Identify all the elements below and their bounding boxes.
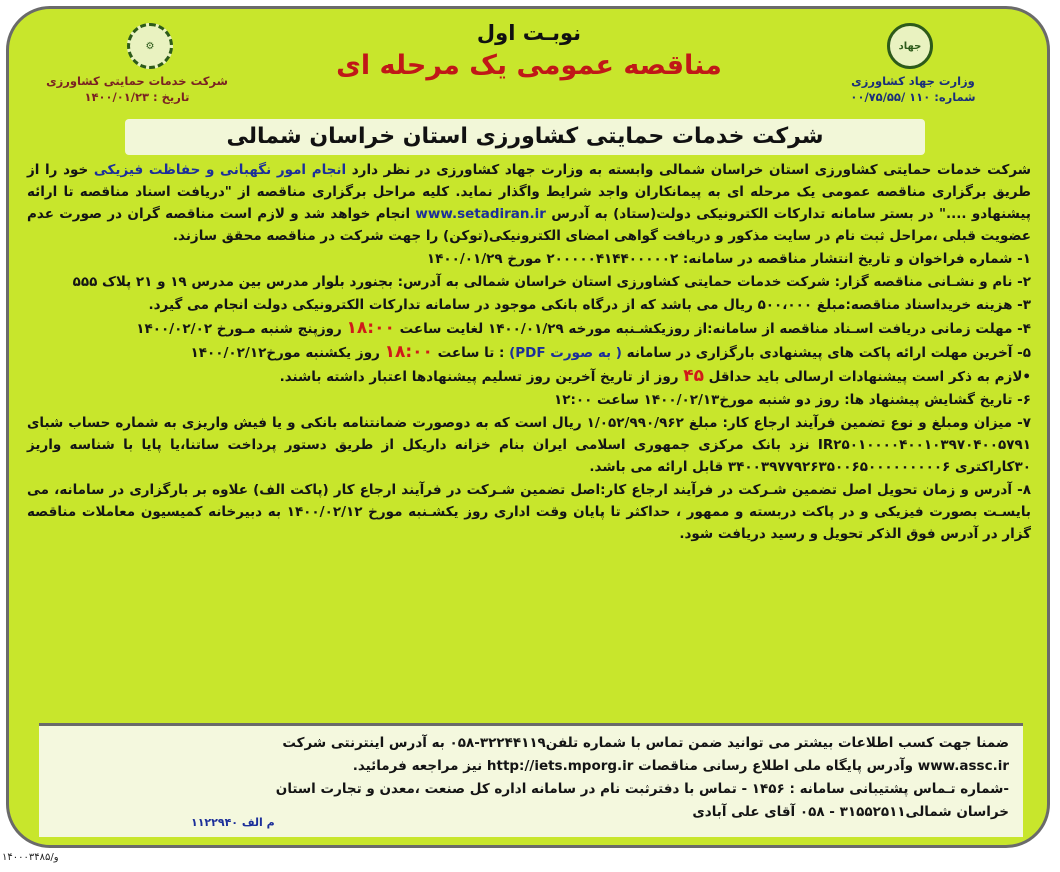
item-1: ۱- شماره فراخوان و تاریخ انتشار مناقصه در سامانه: ۲۰۰۰۰۰۴۱۴۴۰۰۰۰۰۲ مورخ ۱۴۰۰/۰۱/۲۹ bbox=[426, 251, 1031, 267]
ministry-info bbox=[803, 73, 1023, 105]
notice-body bbox=[27, 159, 1031, 546]
company-logo-icon: ⚙ bbox=[127, 23, 173, 69]
title-block bbox=[309, 19, 749, 85]
item-2: ۲- نام و نشـانی مناقصه گزار: شرکت خدمات حمایتی کشاورزی استان خراسان شمالی به آدرس: بجنورد بلوار مدرس بین مدرس ۱۹ و ۲۱ پلاک ۵۵۵ bbox=[72, 274, 1031, 290]
subject-highlight: انجام امور نگهبانی و حفاظت فیزیکی bbox=[93, 162, 347, 178]
item-6: ۶- تاریخ گشایش پیشنهاد ها: روز دو شنبه مورخ۱۴۰۰/۰۲/۱۳ ساعت ۱۲:۰۰ bbox=[553, 392, 1031, 408]
ad-code: م الف ۱۱۲۲۹۴۰ bbox=[191, 816, 275, 829]
footer-line-2: www.assc.ir وآدرس پایگاه ملی اطلاع رسانی مناقصات http://iets.mporg.ir نیز مراجعه فرمائید. bbox=[352, 758, 1009, 774]
item-3: ۳- هزینه خریداسناد مناقصه:مبلغ ۵۰۰،۰۰۰ ریال می باشد که از درگاه بانکی موجود در سامانه تدارکات الکترونیکی دولت انجام می گیرد. bbox=[148, 297, 1031, 313]
advertisement-frame bbox=[6, 6, 1050, 848]
company-info bbox=[27, 73, 247, 105]
letter-number: شماره: ۱۱۰ /۰۰/۷۵/۵۵ bbox=[850, 90, 976, 104]
setad-link[interactable]: www.setadiran.ir bbox=[415, 206, 546, 222]
footer-line-4: خراسان شمالی۳۱۵۵۲۵۱۱ - ۰۵۸ آقای علی آبادی bbox=[692, 804, 1009, 820]
contact-footer bbox=[39, 723, 1023, 837]
item-7: ۷- میزان ومبلغ و نوع تضمین فرآیند ارجاع کار: مبلغ ۱/۰۵۲/۹۹۰/۹۶۲ ریال است که به دوصورت ضمانتنامه بانکی و یا فیش واریزی به شماره حساب شبای IR۲۵۰۱۰۰۰۰۴۰۰۱۰۳۹۷۰۴۰۰۵۷۹۱ نزد بانک مرکزی جمهوری اسلامی ایران بنام خزانه داریکل از طریق دستور پرداخت ساتنا،یا پایا با شناسه واریز ۳۰کاراکتری ۳۴۰۰۳۹۷۷۹۲۶۳۵۰۰۶۵۰۰۰۰۰۰۰۰۰۶ قابل ارائه می باشد. bbox=[27, 415, 1031, 475]
stamp-id: ۱۴۰۰۰۳۴۸۵/و bbox=[2, 852, 59, 863]
item-5-note: •لازم به ذکر است پیشنهادات ارسالی باید حداقل ۴۵ روز از تاریخ آخرین روز تسلیم پیشنهادها اعتبار داشته باشند. bbox=[279, 366, 1031, 386]
submission-time: ۱۸:۰۰ bbox=[384, 342, 433, 362]
validity-days: ۴۵ bbox=[683, 366, 704, 386]
round-label: نوبـت اول bbox=[476, 21, 582, 45]
header bbox=[9, 9, 1050, 121]
company-name: شرکت خدمات حمایتی کشاورزی bbox=[46, 74, 228, 88]
ministry-logo-icon: جهاد bbox=[887, 23, 933, 69]
deadline-time: ۱۸:۰۰ bbox=[346, 318, 395, 338]
company-title: شرکت خدمات حمایتی کشاورزی استان خراسان شمالی bbox=[125, 119, 925, 155]
intro-paragraph: شرکت خدمات حمایتی کشاورزی استان خراسان شمالی وابسته به وزارت جهاد کشاورزی در نظر دارد انجام امور نگهبانی و حفاظت فیزیکی خود را از طریق برگزاری مناقصه عمومی یک مرحله ای به پیمانکاران واجد شرایط واگذار نماید. کلیه مراحل برگزاری مناقصه از "دریافت اسناد مناقصه تا ارائه پیشنهادو ...." در بستر سامانه تدارکات الکترونیکی دولت(ستاد) به آدرس www.setadiran.ir انجام خواهد شد و لازم است مناقصه گران در صورت عدم عضویت قبلی ،مراحل ثبت نام در سایت مذکور و دریافت گواهی امضای الکترونیکی(توکن) را جهت شرکت در مناقصه محقق سازند. bbox=[27, 162, 1032, 244]
item-8: ۸- آدرس و زمان تحویل اصل تضمین شـرکت در فرآیند ارجاع کار:اصل تضمین شـرکت در فرآیند ارجاع کار (پاکت الف) علاوه بر بارگزاری در سامانه، می بایسـت بصورت فیزیکی و در پاکت دربسته و ممهور ، حداکثر تا پایان وقت اداری روز یکشـنبه مورخ ۱۴۰۰/۰۲/۱۲ به دبیرخانه کمیسیون معاملات مناقصه گزار در آدرس فوق الذکر تحویل و رسید دریافت شود. bbox=[27, 482, 1031, 542]
ministry-name: وزارت جهاد کشاورزی bbox=[851, 74, 975, 88]
item-5: ۵- آخرین مهلت ارائه پاکت های پیشنهادی بارگزاری در سامانه ( به صورت PDF) : تا ساعت ۱۸:۰۰ روز یکشنبه مورخ۱۴۰۰/۰۲/۱۲ bbox=[190, 342, 1031, 362]
footer-line-3: -شماره تـماس پشتیبانی سامانه : ۱۴۵۶ - تماس با دفترثبت نام در سامانه اداره کل صنعت ،معدن و تجارت استان bbox=[275, 781, 1009, 797]
letter-date: تاریخ : ۱۴۰۰/۰۱/۲۳ bbox=[84, 90, 190, 104]
item-4: ۴- مهلت زمانی دریافت اسـناد مناقصه از سامانه:از روزیکشـنبه مورخه ۱۴۰۰/۰۱/۲۹ لغایت ساعت ۱۸:۰۰ روزپنج شنبه مـورخ ۱۴۰۰/۰۲/۰۲ bbox=[136, 318, 1031, 338]
footer-line-1: ضمنا جهت کسب اطلاعات بیشتر می توانید ضمن تماس با شماره تلفن۳۲۲۴۴۱۱۹-۰۵۸ به آدرس اینترنتی شرکت bbox=[282, 735, 1009, 751]
pdf-note: ( به صورت PDF) bbox=[509, 345, 622, 361]
page-title: مناقصه عمومی یک مرحله ای bbox=[336, 50, 722, 81]
